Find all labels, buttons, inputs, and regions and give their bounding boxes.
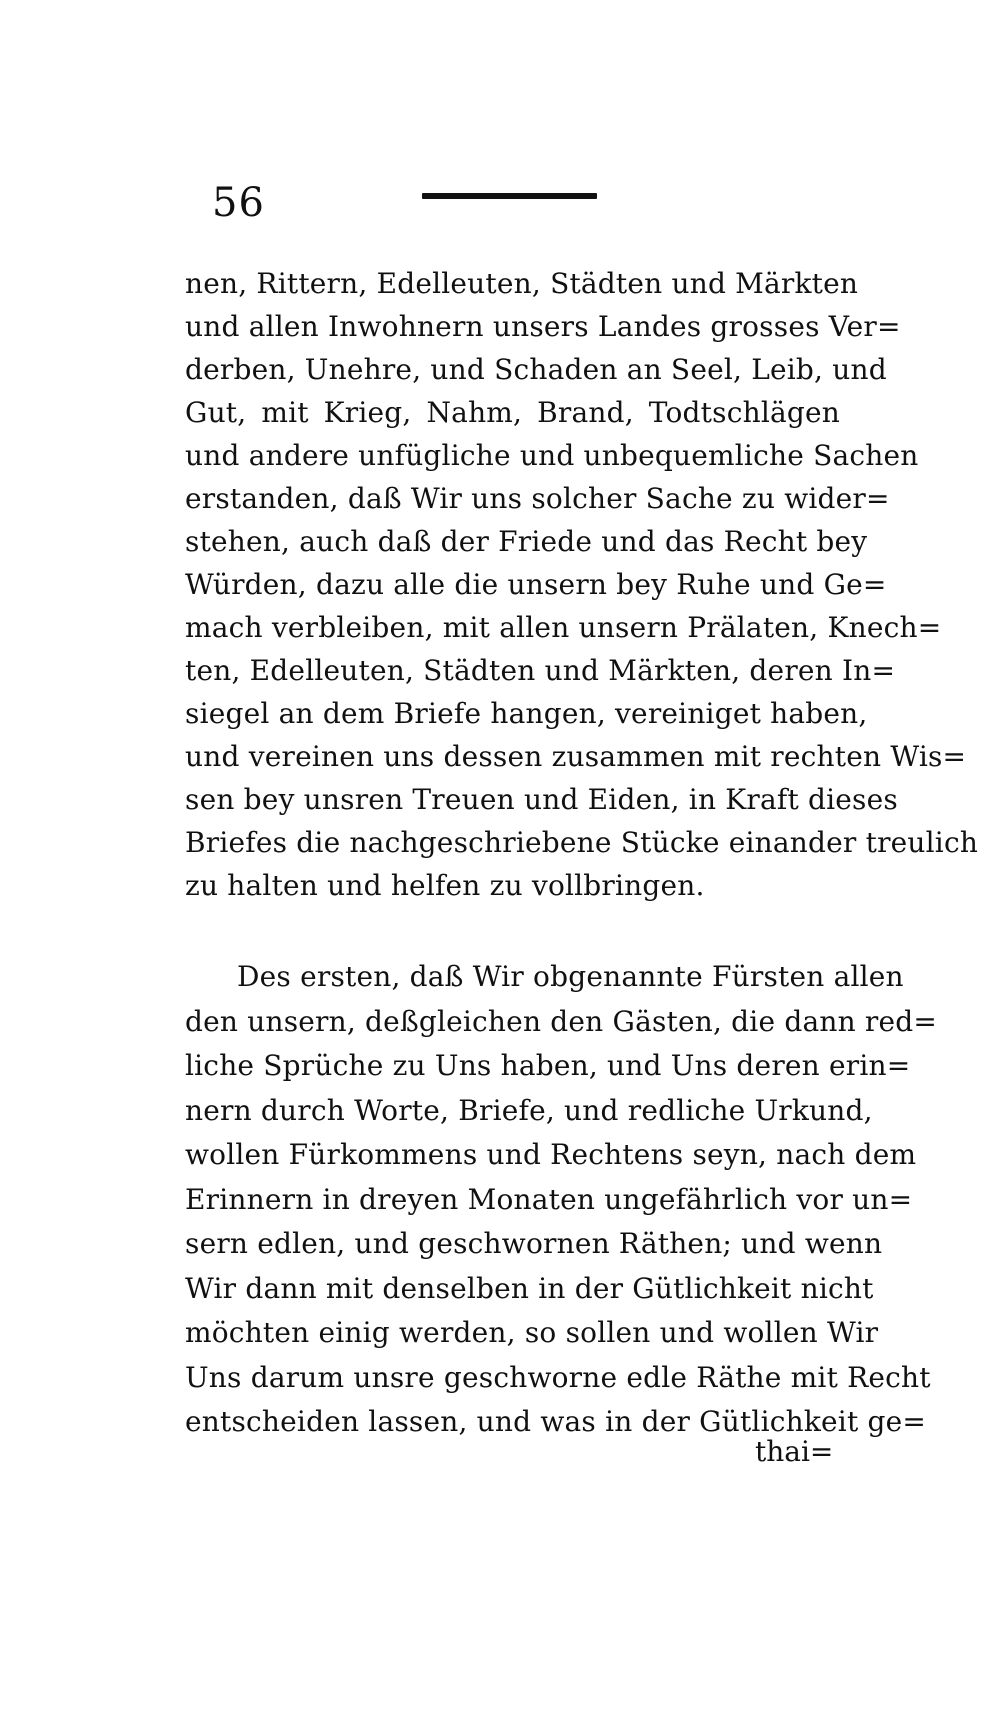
text-line: derben, Unehre, und Schaden an Seel, Leib, und: [185, 353, 887, 386]
text-line: erstanden, daß Wir uns solcher Sache zu wider=: [185, 482, 890, 515]
text-line: ten, Edelleuten, Städten und Märkten, deren In=: [185, 654, 896, 687]
text-line: und vereinen uns dessen zusammen mit rechten Wis=: [185, 740, 967, 773]
text-line: und andere unfügliche und unbequemliche Sachen: [185, 439, 919, 472]
text-line: mach verbleiben, mit allen unsern Prälaten, Knech=: [185, 611, 942, 644]
text-line: stehen, auch daß der Friede und das Recht bey: [185, 525, 868, 558]
text-line: liche Sprüche zu Uns haben, und Uns deren erin=: [185, 1049, 911, 1082]
paragraph-2: [185, 955, 938, 1445]
text-line: siegel an dem Briefe hangen, vereiniget haben,: [185, 697, 868, 730]
text-line: möchten einig werden, so sollen und wollen Wir: [185, 1316, 879, 1349]
text-line: Wir dann mit denselben in der Gütlichkeit nicht: [185, 1271, 874, 1305]
text-line: nen, Rittern, Edelleuten, Städten und Märkten: [185, 267, 859, 300]
text-line: entscheiden lassen, und was in der Gütlichkeit ge=: [185, 1405, 927, 1438]
text-line: Erinnern in dreyen Monaten ungefährlich vor un=: [185, 1182, 913, 1216]
text-line: Des ersten, daß Wir obgenannte Fürsten allen: [237, 960, 904, 993]
header-rule: [422, 193, 597, 199]
text-line: den unsern, deßgleichen den Gästen, die dann red=: [185, 1004, 938, 1038]
text-line: Briefes die nachgeschriebene Stücke einander treulich: [185, 826, 979, 859]
paragraph-1: [185, 262, 979, 907]
text-line: und allen Inwohnern unsers Landes grosses Ver=: [185, 310, 901, 343]
catchword: thai=: [755, 1435, 834, 1468]
page-number: 56: [212, 180, 265, 226]
text-line: Würden, dazu alle die unsern bey Ruhe und Ge=: [185, 568, 887, 601]
text-line: zu halten und helfen zu vollbringen.: [185, 869, 705, 902]
text-line: Uns darum unsre geschworne edle Räthe mit Recht: [185, 1360, 931, 1394]
text-line: sen bey unsren Treuen und Eiden, in Kraft dieses: [185, 783, 898, 816]
text-line: sern edlen, und geschwornen Räthen; und wenn: [185, 1227, 883, 1260]
text-line: wollen Fürkommens und Rechtens seyn, nach dem: [185, 1138, 917, 1171]
text-line: nern durch Worte, Briefe, und redliche Urkund,: [185, 1093, 873, 1127]
text-line: Gut, mit Krieg, Nahm, Brand, Todtschlägen: [185, 396, 840, 429]
